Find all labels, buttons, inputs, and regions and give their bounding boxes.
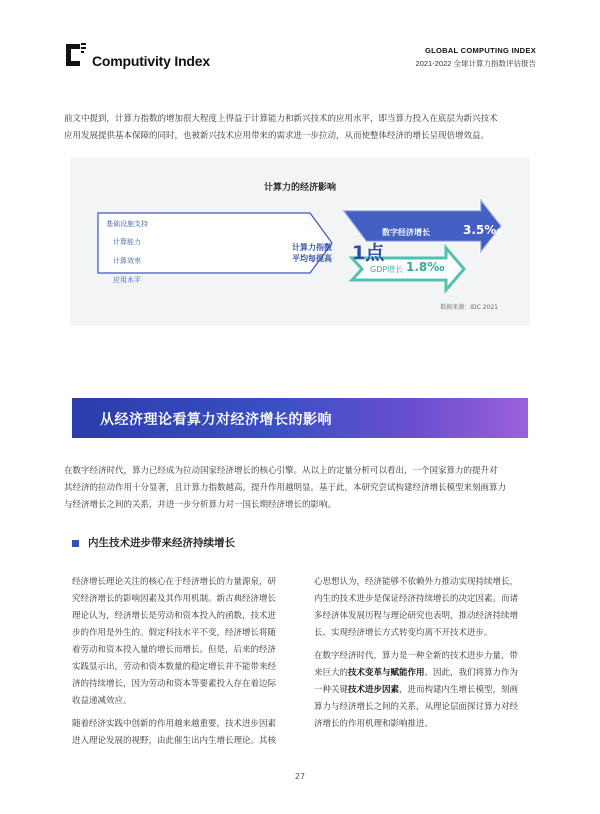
left-paragraph-1: 经济增长理论关注的核心在于经济增长的力量源泉，研 究经济增长的影响因素及其作用机制。新古典经济增长 理论认为，经济增长是劳动和资本投入的函数，技术进 步的作用是外生的。假定科技水平不变，经济增长将随 着劳动和资本投入量的增长而增长。但是，后来的经济 实践显示出，劳动和资本数量的稳定增长并不能带来经 济的持续增长，因为劳动和资本等要素投入存在着边际 收益递减效应。 [72,577,277,706]
logo-mark-icon [64,40,88,70]
report-title-en: GLOBAL COMPUTING INDEX [424,46,536,55]
highlight-tech-change: 技术变革与赋能作用 [348,668,425,678]
report-title-cn: 2021-2022 全球计算力指数评估报告 [415,59,536,68]
factor-application-level: 应用水平 [113,276,141,284]
section-banner [72,398,528,438]
right-column [314,574,536,733]
left-column [72,574,294,750]
highlight-tech-factor: 技术进步因素 [348,685,400,695]
index-increase-label: 计算力指数 平均每提高 [292,243,332,263]
factor-compute-efficiency: 计算效率 [113,257,141,265]
logo-text: Computivity Index [92,53,210,69]
right-paragraph-2: 在数字经济时代，算力是一种全新的技术进步力量，带 来巨大的技术变革与赋能作用。因此，我们将算力作为 一种关键技术进步因素，进而构建内生增长模型，刻画 算力与经济增长之间的关系，从理论层面探讨算力对经 济增长的作用机理和影响推进。 [314,651,519,729]
subsection-title: 内生技术进步带来经济持续增长 [88,537,235,549]
section-paragraph [64,463,536,514]
gdp-growth-label: GDP增长 [370,265,404,274]
page-number: 27 [294,772,306,781]
digital-economy-value: 3.5‰ [463,223,502,237]
report-header [416,46,536,69]
data-source: 数据来源：IDC 2021 [440,304,498,311]
section-line: 在数字经济时代，算力已经成为拉动国家经济增长的核心引擎。从以上的定量分析可以看出，一个国家算力的提升对 [64,466,498,476]
infographic-title: 计算力的经济影响 [263,183,336,193]
section-line: 其经济的拉动作用十分显著，且计算力指数越高，提升作用越明显。基于此，本研究尝试构建经济增长模型来刻画算力 [64,483,507,493]
factor-infrastructure: 基础设施支持 [106,220,148,228]
intro-paragraph [64,111,536,145]
intro-line: 应用发展提供基本保障的同时，也被新兴技术应用带来的需求进一步拉动，从而使整体经济的增长呈现倍增效益。 [64,131,490,141]
square-bullet-icon [72,540,79,547]
logo [64,40,214,74]
right-paragraph-1: 心思想认为，经济能够不依赖外力推动实现持续增长， 内生的技术进步是保证经济持续增长的决定因素。而诸 多经济体发展历程与理论研究也表明，推动经济持续增 长、实现经济增长方式转变均离不开技术进步。 [314,577,519,638]
intro-line: 前文中提到，计算力指数的增加很大程度上得益于计算能力和新兴技术的应用水平，即当算力投入在底层为新兴技术 [64,114,498,124]
factor-compute-capacity: 计算能力 [113,238,141,246]
economic-impact-infographic [70,158,530,326]
banner-title: 从经济理论看算力对经济增长的影响 [100,412,332,428]
index-increase-value: 1点 [352,242,385,264]
digital-economy-label: 数字经济增长 [382,228,430,237]
left-paragraph-2: 随着经济实践中创新的作用越来越重要，技术进步因素 进入理论发展的视野，由此催生出内生增长理论。其核 [72,719,277,746]
section-line: 与经济增长之间的关系，并进一步分析算力对一国长期经济增长的影响。 [64,500,337,510]
gdp-growth-value: 1.8‰ [406,260,445,274]
